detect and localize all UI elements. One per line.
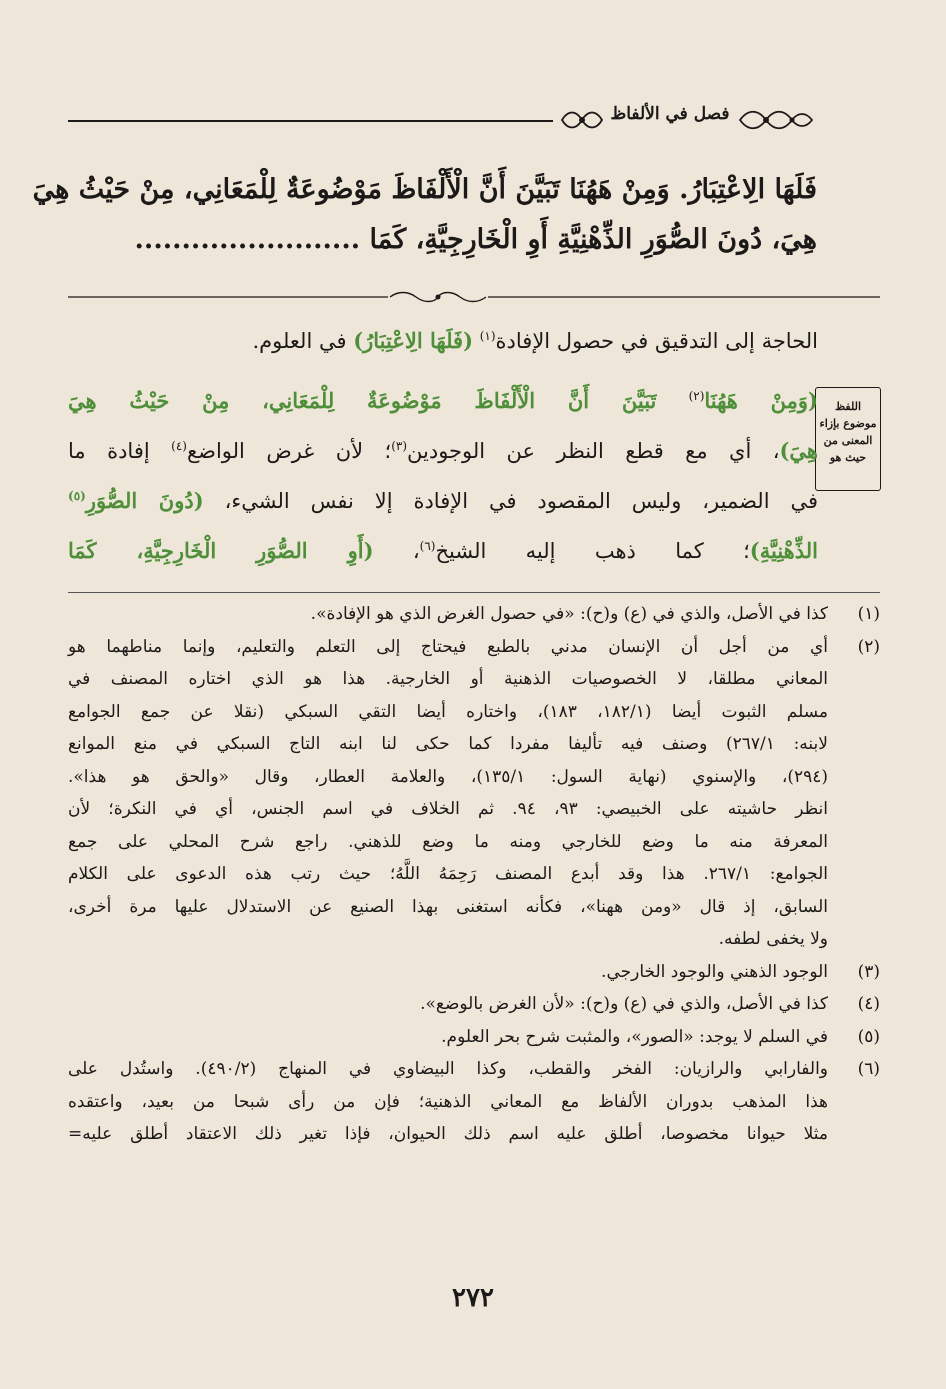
footnote-line: انظر حاشيته على الخبيصي: ٩٣، ٩٤. ثم الخلاف في اسم الجنس، أي في النكرة؛ لأن bbox=[68, 799, 828, 819]
footnote-line: (٢٩٤)، والإسنوي (نهاية السول: ١٣٥/١)، والعلامة العطار، وقال «والحق هو هذا». bbox=[68, 766, 829, 787]
page-number: ٢٧٢ bbox=[452, 1283, 494, 1313]
footnote-line: مسلم الثبوت أيضا (١٨٢/١، ١٨٣)، واختاره أيضا التقي السبكي (نقلا عن جمع الجوامع bbox=[68, 701, 828, 722]
footnote-number: (٥) bbox=[857, 1026, 880, 1047]
footnote-line: لابنه: ٢٦٧/١) وصنف فيه تأليفا مفردا كما حكى لنا ابنه التاج السبكي في منع الموانع bbox=[68, 734, 828, 754]
commentary-line: في الضمير، وليس المقصود في الإفادة إلا نفس الشيء، (دُونَ الصُّوَرِ$^{(٥)}$ bbox=[68, 488, 818, 513]
footnote-line: في السلم لا يوجد: «الصور»، والمثبت شرح بحر العلوم. bbox=[441, 1026, 828, 1047]
footnote-item bbox=[68, 631, 880, 956]
section-divider-icon bbox=[68, 291, 880, 303]
header-ornament-right-icon bbox=[738, 107, 814, 133]
footnote-ref: (٣) bbox=[391, 439, 408, 453]
footnote-item bbox=[68, 956, 880, 989]
footnote-separator bbox=[68, 592, 880, 593]
footnote-line: الجوامع: ٢٦٧/١. هذا وقد أبدع المصنف رَحِمَهُ اللَّهُ؛ حيث رتب هذه الدعوى على الكلام bbox=[68, 864, 828, 884]
footnote-line: السابق، إذ قال «ومن ههنا»، فكأنه استغنى بهذا الصنيع عن الاستدلال عليها مرة أخرى، bbox=[68, 896, 828, 917]
margin-note-line: حيث هو bbox=[829, 451, 867, 464]
footnote-number: (٤) bbox=[857, 994, 880, 1014]
margin-note-line: موضوع بإزاء bbox=[819, 417, 877, 430]
commentary-block bbox=[68, 314, 818, 574]
footnote-ref: (٢) bbox=[688, 389, 705, 403]
footnote-ref: (٤) bbox=[171, 439, 187, 453]
footnote-line: المعرفة منه ما وضع للخارجي ومنه ما وضع للذهني. راجع شرح المحلي على جمع bbox=[68, 831, 828, 852]
footnote-item bbox=[68, 598, 880, 631]
footnote-item bbox=[68, 1021, 880, 1054]
header-ornament-left-icon bbox=[560, 107, 604, 133]
footnote-line: والفارابي والرازيان: الفخر والقطب، وكذا البيضاوي في المنهاج (٤٩٠/٢). واستُدل على bbox=[68, 1059, 828, 1079]
commentary-line: الحاجة إلى التدقيق في حصول الإفادة$^{(١)}$ (فَلَهَا الِاعْتِبَارُ) في العلوم. bbox=[252, 328, 818, 353]
commentary-line: (وَمِنْ هَهُنَا$^{(٢)}$ تَبَيَّنَ أَنَّ الْأَلْفَاظَ مَوْضُوعَةٌ لِلْمَعَانِي، مِنْ حَيْثُ هِيَ bbox=[68, 388, 818, 413]
footnote-number: (٦) bbox=[857, 1059, 880, 1079]
commentary-line: الذِّهْنِيَّةِ)؛ كما ذهب إليه الشيخ$^{(٦)}$، (أَوِ الصُّوَرِ الْخَارِجِيَّةِ، كَمَا bbox=[68, 538, 818, 563]
margin-note-box bbox=[815, 387, 881, 491]
footnote-item bbox=[68, 1053, 880, 1151]
main-text-block bbox=[32, 165, 817, 265]
footnote-line: أي من أجل أن الإنسان مدني بالطبع فيحتاج إلى التعلم والتعليم، وإنما مناطهما هو bbox=[68, 636, 828, 657]
footnote-ref: (٥) bbox=[68, 489, 86, 503]
running-header-title: فصل في الألفاظ bbox=[610, 104, 730, 124]
footnote-line: الوجود الذهني والوجود الخارجي. bbox=[601, 961, 828, 982]
main-text-line: هِيَ، دُونَ الصُّوَرِ الذِّهْنِيَّةِ أَوِ الْخَارِجِيَّةِ، كَمَا ........................ bbox=[134, 224, 817, 255]
margin-note-line: اللفظ bbox=[834, 400, 862, 413]
footnote-ref: (٦) bbox=[419, 539, 436, 553]
footnote-number: (٣) bbox=[857, 961, 880, 982]
footnote-line: كذا في الأصل، والذي في (ع) و(ح): «لأن الغرض بالوضع». bbox=[420, 994, 828, 1014]
footnote-number: (١) bbox=[857, 604, 880, 624]
footnote-item bbox=[68, 988, 880, 1021]
header-rule bbox=[68, 120, 553, 122]
footnote-ref: (١) bbox=[479, 329, 496, 343]
footnote-line: هذا المذهب بدوران الألفاظ مع المعاني الذهنية؛ فإن من رأى شبحا من بعيد، واعتقده bbox=[68, 1091, 828, 1112]
footnote-line: مثلا حيوانا مخصوصا، أطلق عليه اسم ذلك الحيوان، فإذا تغير ذلك الاعتقاد أطلق عليه= bbox=[68, 1124, 828, 1144]
commentary-line: هِيَ)، أي مع قطع النظر عن الوجودين$^{(٣)}$؛ لأن غرض الواضع$^{(٤)}$ إفادة ما bbox=[68, 438, 818, 463]
margin-note-line: المعنى من bbox=[823, 434, 873, 447]
footnotes-block bbox=[68, 598, 880, 1151]
footnote-number: (٢) bbox=[857, 636, 880, 657]
footnote-line: ولا يخفى لطفه. bbox=[718, 929, 828, 949]
main-text-line: فَلَهَا الِاعْتِبَارُ. وَمِنْ هَهُنَا تَبَيَّنَ أَنَّ الْأَلْفَاظَ مَوْضُوعَةٌ لِلْمَعَانِي، مِنْ حَيْثُ هِيَ bbox=[32, 174, 817, 205]
footnote-line: المعاني مطلقا، لا الخصوصيات الذهنية أو الخارجية. هذا هو الذي اختاره المصنف في bbox=[68, 669, 828, 689]
footnote-line: كذا في الأصل، والذي في (ع) و(ح): «في حصول الغرض الذي هو الإفادة». bbox=[310, 604, 828, 624]
